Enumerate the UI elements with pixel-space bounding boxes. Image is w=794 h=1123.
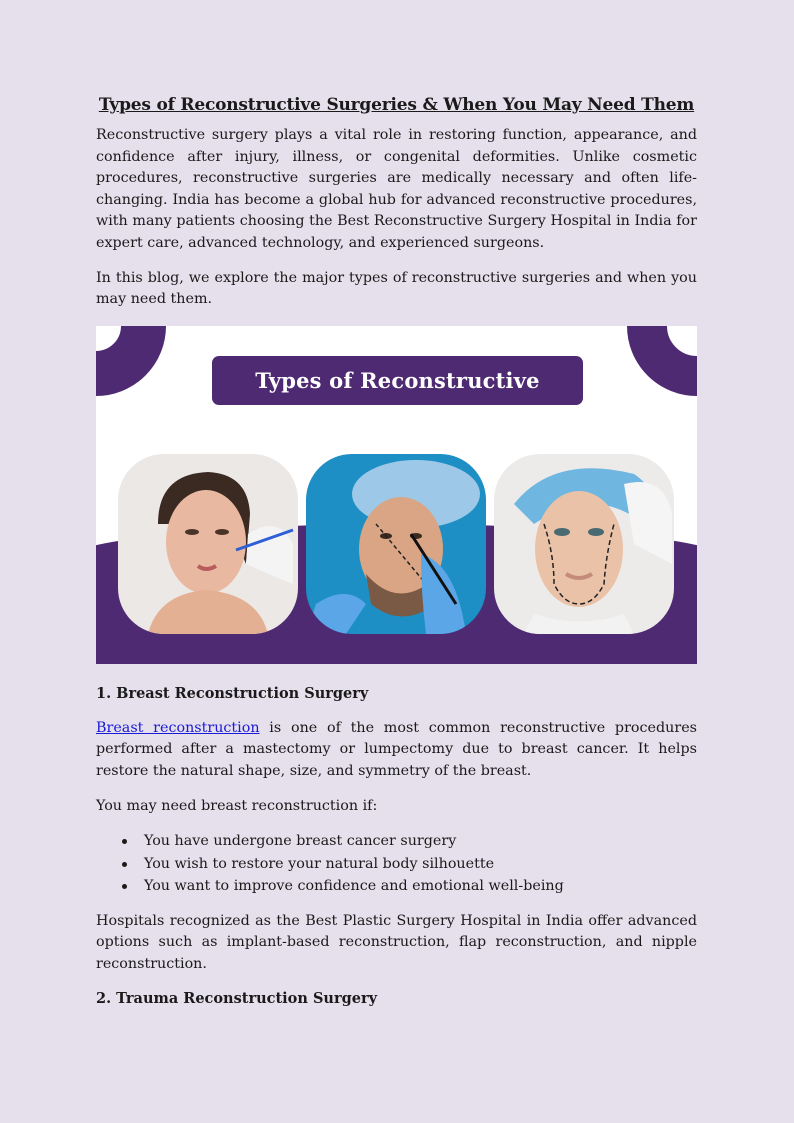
section1-heading: 1. Breast Reconstruction Surgery [96,684,369,702]
banner-corner-decoration-left [96,326,166,396]
woman-face-dashed-lines-photo [494,454,674,634]
banner-corner-decoration-right [627,326,697,396]
list-item: You have undergone breast cancer surgery [144,830,697,853]
list-item: You want to improve confidence and emotional well-being [144,875,697,898]
section1-closing-paragraph: Hospitals recognized as the Best Plastic Surgery Hospital in India offer advanced options such as implant-based reconstruction, flap reconstruction, and nipple reconstruction. [96,912,697,972]
intro-paragraph: Reconstructive surgery plays a vital role in restoring function, appearance, and confidence after injury, illness, or congenital deformities. Unlike cosmetic procedures, reconstructive surgeries are medically necessary and often life-changing. India has become a global hub for advanced reconstructive procedures, with many patients choosing the Best Reconstructive Surgery Hospital in India for expert care, advanced technology, and experienced surgeons. [96,127,697,251]
breast-reconstruction-link[interactable]: Breast reconstruction [96,719,260,736]
document-content [96,95,697,1023]
banner-title: Types of Reconstructive Surgeries [212,356,583,405]
woman-face-illustration [118,454,298,634]
section1-paragraph-text: is one of the most common reconstructive procedures performed after a mastectomy or lumpectomy due to breast cancer. It helps restore the natural shape, size, and symmetry of the breast. [96,719,697,779]
man-face-surgical-marking-photo [306,454,486,634]
woman-face-injection-photo [118,454,298,634]
section1-paragraph [96,718,697,783]
page-title: Types of Reconstructive Surgeries & When You May Need Them [98,95,695,115]
section1-need-intro: You may need breast reconstruction if: [96,797,378,814]
list-item: You wish to restore your natural body silhouette [144,853,697,876]
banner-image [96,326,697,664]
man-face-illustration [306,454,486,634]
section1-bullet-list [96,830,697,898]
section2-heading: 2. Trauma Reconstruction Surgery [96,990,378,1008]
woman-face-marked-illustration [494,454,674,634]
blog-intro-paragraph: In this blog, we explore the major types of reconstructive surgeries and when you may need them. [96,269,697,308]
